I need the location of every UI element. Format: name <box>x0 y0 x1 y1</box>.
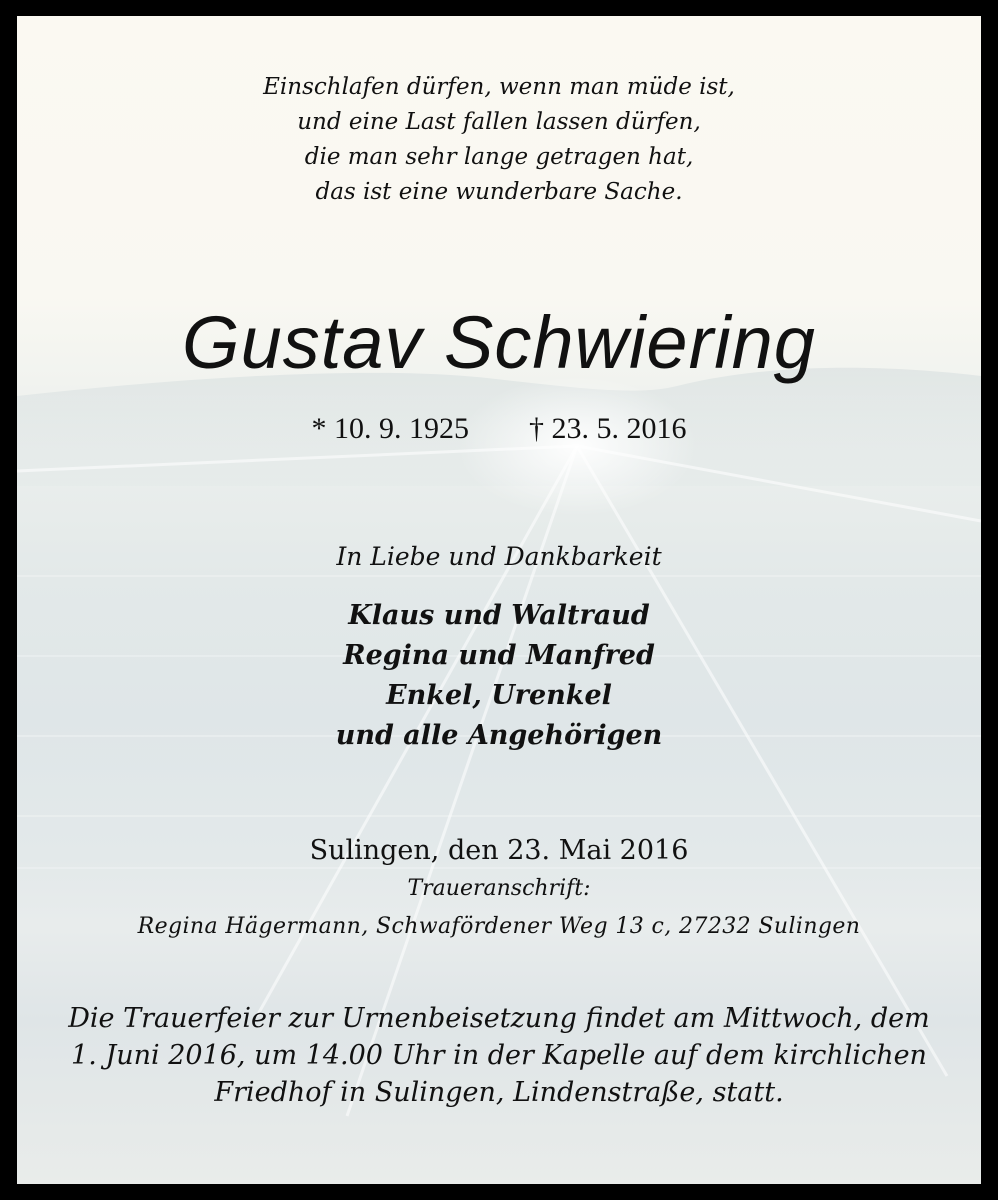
mourner-name: Klaus und Waltraud <box>348 600 650 631</box>
poem-line: und eine Last fallen lassen dürfen, <box>297 109 701 135</box>
mourner-name: Enkel, Urenkel <box>386 680 612 711</box>
poem <box>17 70 981 210</box>
mourners-list <box>17 596 981 756</box>
birth-date: * 10. 9. 1925 <box>311 412 469 445</box>
life-dates <box>17 411 981 447</box>
poem-line: die man sehr lange getragen hat, <box>304 144 694 170</box>
mourners-intro: In Liebe und Dankbarkeit <box>336 542 662 571</box>
address-label: Traueranschrift: <box>407 876 591 901</box>
place-and-date: Sulingen, den 23. Mai 2016 <box>309 835 689 866</box>
deceased-name: Gustav Schwiering <box>182 301 816 384</box>
service-notice <box>17 1000 981 1111</box>
poem-line: Einschlafen dürfen, wenn man müde ist, <box>263 74 735 100</box>
poem-line: das ist eine wunderbare Sache. <box>315 179 683 205</box>
death-date: † 23. 5. 2016 <box>529 412 687 445</box>
mourning-address: Regina Hägermann, Schwafördener Weg 13 c, 27232 Sulingen <box>137 914 861 939</box>
notice-line: 1. Juni 2016, um 14.00 Uhr in der Kapelle auf dem kirchlichen <box>71 1040 927 1071</box>
mourner-name: Regina und Manfred <box>343 640 655 671</box>
obituary-card <box>17 16 981 1184</box>
notice-line: Friedhof in Sulingen, Lindenstraße, statt. <box>214 1077 784 1108</box>
notice-line: Die Trauerfeier zur Urnenbeisetzung findet am Mittwoch, dem <box>68 1003 930 1034</box>
mourner-name: und alle Angehörigen <box>335 720 663 751</box>
